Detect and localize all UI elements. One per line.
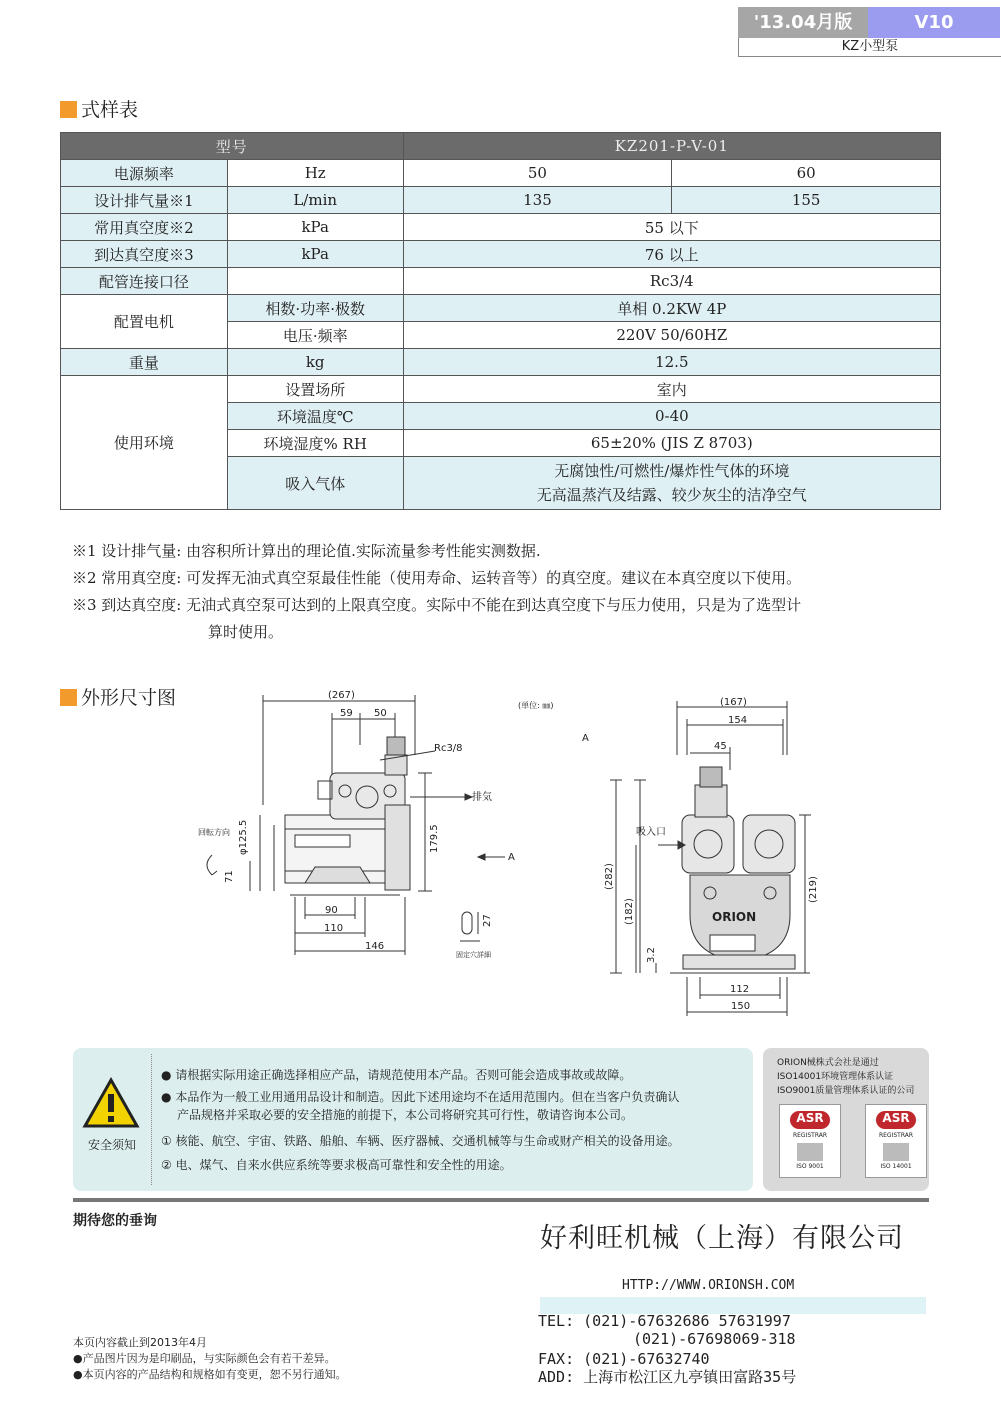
logo-mark: ASR: [790, 1111, 830, 1129]
table-row: [61, 241, 941, 268]
label-exhaust: 排気: [472, 792, 492, 803]
list-item: [161, 1156, 680, 1174]
logo-sub: REGISTRAR: [792, 1132, 828, 1139]
row-value: [403, 457, 940, 510]
row-unit: L/min: [227, 187, 403, 214]
cert-line: ISO9001质量管理体系认证的公司: [777, 1086, 915, 1096]
brand-on-pump: ORION: [712, 910, 757, 924]
dim-110: 110: [324, 923, 344, 934]
bullet: ●: [161, 1068, 172, 1082]
dim-50: 50: [374, 708, 387, 719]
item-text: 请根据实际用途正确选择相应产品，请规范使用本产品。否则可能会造成事故或故障。: [175, 1068, 632, 1082]
cert-line: ISO14001环境管理体系认证: [777, 1072, 894, 1082]
dimension-drawing: [190, 685, 819, 1025]
logo-iso: ISO 14001: [880, 1163, 912, 1170]
row-label: 常用真空度※2: [61, 214, 228, 241]
bullet: ●: [161, 1090, 172, 1104]
cell-50hz: 50: [403, 160, 672, 187]
view-label-a: A: [582, 733, 589, 744]
label-arrow-a: A: [508, 852, 515, 863]
tel-label: TEL:: [538, 1312, 575, 1330]
safety-label: 安全须知: [87, 1138, 136, 1152]
sub-label: 吸入气体: [227, 457, 403, 510]
website-link[interactable]: HTTP://WWW.ORIONSH.COM: [622, 1278, 795, 1293]
table-row: [61, 187, 941, 214]
dim-45: 45: [714, 741, 727, 752]
notice-line: ●产品图片因为是印刷品，与实际颜色会有若干差异。: [73, 1352, 336, 1365]
table-row: [61, 160, 941, 187]
dim-219: (219): [808, 876, 819, 903]
row-value: 单相 0.2KW 4P: [403, 295, 940, 322]
spec-table: [60, 132, 941, 510]
fax-line: FAX: (021)-67632740: [538, 1350, 710, 1368]
product-category: KZ小型泵: [738, 38, 1001, 57]
note-3-cont: 算时使用。: [208, 623, 284, 641]
dim-112: 112: [730, 984, 750, 995]
logo-iso: ISO 9001: [796, 1163, 824, 1170]
footer-notice: [73, 1335, 347, 1383]
sub-label: 设置场所: [227, 376, 403, 403]
row-label: 使用环境: [61, 376, 228, 510]
iso9001-logo: [779, 1104, 841, 1178]
tel-value: (021)-67632686 57631997: [583, 1312, 791, 1330]
dim-125: φ125.5: [238, 819, 249, 855]
outline-title-text: 外形尺寸图: [81, 687, 177, 709]
section-marker-icon: [60, 101, 77, 118]
cell-60hz: 155: [672, 187, 941, 214]
row-value: 55 以下: [403, 214, 940, 241]
row-label: 电源频率: [61, 160, 228, 187]
gas-line-1: 无腐蚀性/可燃性/爆炸性气体的环境: [554, 462, 790, 480]
tel-line: [538, 1312, 796, 1330]
label-rc38: Rc3/8: [434, 743, 463, 754]
row-value: 65±20% (JIS Z 8703): [403, 430, 940, 457]
dim-71: 71: [224, 870, 235, 883]
safety-notice: [73, 1048, 753, 1191]
row-value: 室内: [403, 376, 940, 403]
row-label: 到达真空度※3: [61, 241, 228, 268]
bullet: ①: [161, 1134, 172, 1148]
logo-mark: ASR: [876, 1111, 916, 1129]
row-unit: kPa: [227, 214, 403, 241]
certification-box: [763, 1048, 929, 1191]
header-model-value: KZ201-P-V-01: [403, 133, 940, 160]
table-row: [61, 376, 941, 403]
contact-block: [538, 1312, 796, 1386]
table-row: [61, 214, 941, 241]
dim-146: 146: [365, 941, 385, 952]
dim-179: 179.5: [429, 824, 440, 853]
cell-50hz: 135: [403, 187, 672, 214]
iso14001-logo: [865, 1104, 927, 1178]
company-name: 好利旺机械（上海）有限公司: [540, 1223, 904, 1254]
divider: [151, 1054, 152, 1185]
row-unit: kPa: [227, 241, 403, 268]
row-label: 配管连接口径: [61, 268, 228, 295]
row-unit: [227, 268, 403, 295]
sub-label: 相数·功率·极数: [227, 295, 403, 322]
list-item: [161, 1088, 680, 1106]
note-1: ※1 设计排气量: 由容积所计算出的理论值.实际流量参考性能实测数据.: [72, 542, 541, 560]
edition-tab: '13.04月版: [738, 7, 868, 38]
row-value: 12.5: [403, 349, 940, 376]
row-unit: kg: [227, 349, 403, 376]
table-header-row: [61, 133, 941, 160]
label-rotation: 回転方向: [198, 828, 230, 837]
notice-line: 本页内容截止到2013年4月: [73, 1336, 207, 1349]
note-3: ※3 到达真空度: 无油式真空泵可达到的上限真空度。实际中不能在到达真空度下与压力使用，只是为了选型计: [72, 596, 802, 614]
safety-items: [161, 1066, 680, 1174]
row-value: 0-40: [403, 403, 940, 430]
label-inlet: 吸入口: [636, 827, 666, 838]
item-text: 核能、航空、宇宙、铁路、船舶、车辆、医疗器械、交通机械等与生命或财产相关的设备用途。: [175, 1134, 680, 1148]
bullet: ②: [161, 1158, 172, 1172]
cell-60hz: 60: [672, 160, 941, 187]
version-tab: V10: [868, 7, 1000, 38]
outline-section-title: [60, 683, 176, 710]
gas-line-2: 无高温蒸汽及结露、较少灰尘的洁净空气: [536, 486, 807, 504]
table-row: [61, 268, 941, 295]
list-item: [161, 1132, 680, 1150]
notice-line: ●本页内容的产品结构和规格如有变更，恕不另行通知。: [73, 1368, 347, 1381]
footnotes: [72, 538, 952, 646]
dim-182: (182): [624, 898, 635, 925]
spec-section-title: [60, 95, 138, 122]
row-label: 设计排气量※1: [61, 187, 228, 214]
cert-text: [777, 1056, 914, 1098]
spec-title-text: 式样表: [81, 99, 139, 121]
dim-154: 154: [728, 715, 748, 726]
address-line: ADD: 上海市松江区九亭镇田富路35号: [538, 1368, 797, 1386]
front-view: [610, 701, 811, 1016]
inquiry-text: 期待您的垂询: [73, 1213, 157, 1229]
sub-label: 环境温度℃: [227, 403, 403, 430]
item-text: 电、煤气、自来水供应系统等要求极高可靠性和安全性的用途。: [175, 1158, 512, 1172]
unit-note: (単位: ㎜): [518, 701, 554, 710]
sub-label: 电压·频率: [227, 322, 403, 349]
dim-27: 27: [482, 914, 493, 927]
dim-150: 150: [731, 1001, 751, 1012]
sub-label: 环境湿度% RH: [227, 430, 403, 457]
dim-59: 59: [340, 708, 353, 719]
row-value: Rc3/4: [403, 268, 940, 295]
cert-line: ORION械株式会社是通过: [777, 1058, 879, 1068]
row-label: 重量: [61, 349, 228, 376]
label-fix-hole: 固定穴詳細: [456, 951, 491, 959]
dim-282: (282): [604, 863, 615, 890]
header-model-label: 型号: [61, 133, 404, 160]
side-view: [207, 695, 505, 955]
row-value: 76 以上: [403, 241, 940, 268]
row-value: 220V 50/60HZ: [403, 322, 940, 349]
row-label: 配置电机: [61, 295, 228, 349]
row-unit: Hz: [227, 160, 403, 187]
section-marker-icon: [60, 689, 77, 706]
dim-267: (267): [328, 690, 355, 701]
list-item: [161, 1066, 680, 1084]
logo-sub: REGISTRAR: [878, 1132, 914, 1139]
dim-90: 90: [325, 905, 338, 916]
tel-line-2: (021)-67698069-318: [633, 1330, 796, 1348]
dim-167: (167): [720, 697, 747, 708]
dim-32: 3.2: [646, 947, 657, 963]
footer-divider: [73, 1198, 929, 1202]
table-row: [61, 295, 941, 322]
item-text: 本品作为一般工业用通用品设计和制造。因此下述用途均不在适用范围内。但在当客户负责确认: [175, 1090, 680, 1104]
note-2: ※2 常用真空度: 可发挥无油式真空泵最佳性能（使用寿命、运转音等）的真空度。建议在本真空度以下使用。: [72, 569, 802, 587]
table-row: [61, 349, 941, 376]
list-item-cont: 产品规格并采取必要的安全措施的前提下，本公司将研究其可行性，敬请咨询本公司。: [177, 1108, 634, 1122]
warning-icon: [83, 1078, 139, 1128]
